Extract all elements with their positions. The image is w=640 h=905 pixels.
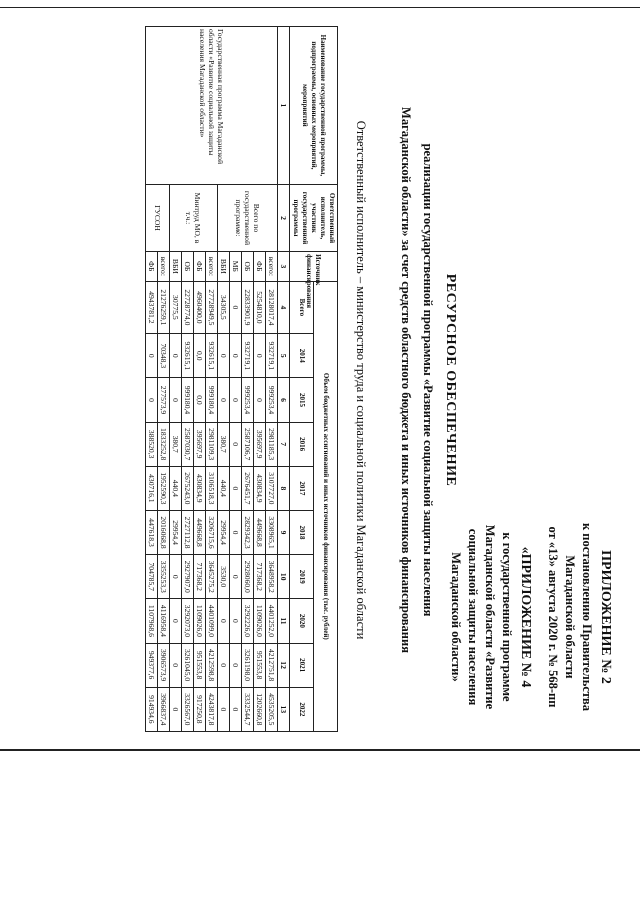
value-cell: 0 — [230, 643, 242, 687]
value-cell: 717368,2 — [194, 555, 206, 599]
value-cell: 0,0 — [194, 334, 206, 378]
value-cell: 949377,6 — [146, 643, 158, 687]
value-cell: 0 — [170, 334, 182, 378]
value-cell: 3645275,2 — [206, 555, 218, 599]
header-year: 2017 — [290, 466, 314, 510]
value-cell: 2675243,0 — [182, 466, 194, 510]
value-cell: 0 — [230, 510, 242, 554]
value-cell: 4401252,0 — [266, 599, 278, 643]
header-year: 2020 — [290, 599, 314, 643]
value-cell: 2927907,0 — [182, 555, 194, 599]
value-cell: 0 — [230, 281, 242, 334]
column-index: 11 — [278, 599, 290, 643]
column-index: 9 — [278, 510, 290, 554]
value-cell: 0 — [146, 378, 158, 422]
column-index: 7 — [278, 422, 290, 466]
appendix-subtitle: «ПРИЛОЖЕНИЕ № 4 — [518, 546, 533, 688]
value-cell: 3261198,0 — [242, 643, 254, 687]
source-cell: МБ — [230, 252, 242, 281]
column-index: 12 — [278, 643, 290, 687]
value-cell: 0 — [170, 378, 182, 422]
value-cell: 0 — [230, 599, 242, 643]
value-cell: 2981185,3 — [266, 422, 278, 466]
value-cell: 951553,8 — [254, 643, 266, 687]
value-cell: 3332544,7 — [242, 687, 254, 731]
value-cell: 395697,9 — [194, 422, 206, 466]
value-cell: 0 — [254, 378, 266, 422]
value-cell: 3206715,6 — [206, 510, 218, 554]
source-cell: ВБИ — [218, 252, 230, 281]
value-cell: 3648958,2 — [266, 555, 278, 599]
value-cell: 27728949,5 — [206, 281, 218, 334]
value-cell: 4243817,8 — [206, 687, 218, 731]
value-cell: 999253,4 — [266, 378, 278, 422]
column-index: 1 — [278, 27, 290, 185]
value-cell: 2928060,0 — [242, 555, 254, 599]
value-cell: 449668,8 — [194, 510, 206, 554]
appendix-line: Магаданской области — [563, 555, 577, 679]
header-volume: Объем бюджетных ассигнований и иных источников финансирования (тыс. рублей) — [314, 281, 338, 731]
value-cell: 449668,8 — [254, 510, 266, 554]
document-subtitle: Магаданской области» за счет средств областного бюджета и иных источников финансирования — [399, 107, 413, 653]
value-cell: 1109026,0 — [254, 599, 266, 643]
value-cell: 2727112,8 — [182, 510, 194, 554]
executor-cell: Минтруд МО, в т.ч.: — [170, 184, 218, 251]
value-cell: 3308965,1 — [266, 510, 278, 554]
value-cell: 3530,0 — [218, 555, 230, 599]
appendix-line: к постановлению Правительства — [580, 522, 594, 712]
value-cell: 30775,5 — [170, 281, 182, 334]
document-title: РЕСУРСНОЕ ОБЕСПЕЧЕНИЕ — [443, 273, 458, 487]
header-executor: Ответственный исполнитель, участник государственной программы — [290, 184, 338, 251]
value-cell: 430834,9 — [194, 466, 206, 510]
appendix-subline: Магаданской области «Развитие — [483, 524, 497, 710]
value-cell: 932719,1 — [266, 334, 278, 378]
value-cell: 2829342,3 — [242, 510, 254, 554]
document-titles — [398, 40, 458, 720]
value-cell: 2981109,3 — [206, 422, 218, 466]
value-cell: 914934,6 — [146, 687, 158, 731]
value-cell: 0,0 — [194, 378, 206, 422]
value-cell: 3906573,9 — [158, 643, 170, 687]
value-cell: 704785,7 — [146, 555, 158, 599]
header-year: 2014 — [290, 334, 314, 378]
executor-cell: ГУСОН — [146, 184, 170, 251]
value-cell: 21276259,1 — [158, 281, 170, 334]
value-cell: 0 — [218, 334, 230, 378]
value-cell: 277573,9 — [158, 378, 170, 422]
value-cell: 0 — [218, 643, 230, 687]
value-cell: 3261045,0 — [182, 643, 194, 687]
column-index: 10 — [278, 555, 290, 599]
value-cell: 0 — [230, 334, 242, 378]
header-year: 2022 — [290, 687, 314, 731]
value-cell: 4943781,2 — [146, 281, 158, 334]
source-cell: всего: — [266, 252, 278, 281]
value-cell: 917250,8 — [194, 687, 206, 731]
value-cell: 28128017,4 — [266, 281, 278, 334]
source-cell: ВБИ — [170, 252, 182, 281]
value-cell: 1109026,0 — [194, 599, 206, 643]
column-index: 6 — [278, 378, 290, 422]
header-name: Наименование государственной программы, подпрограммы, основных мероприятий, мероприятий — [290, 27, 338, 185]
value-cell: 3966837,4 — [158, 687, 170, 731]
value-cell: 4960400,0 — [194, 281, 206, 334]
source-cell: ОБ — [242, 252, 254, 281]
value-cell: 22728774,0 — [182, 281, 194, 334]
value-cell: 0 — [170, 687, 182, 731]
value-cell: 380,7 — [170, 422, 182, 466]
value-cell: 430716,1 — [146, 466, 158, 510]
value-cell: 395697,9 — [254, 422, 266, 466]
header-year: 2018 — [290, 510, 314, 554]
value-cell: 3107727,0 — [266, 466, 278, 510]
value-cell: 0 — [170, 599, 182, 643]
value-cell: 5254810,0 — [254, 281, 266, 334]
appendix-block — [447, 502, 614, 732]
value-cell: 4535205,5 — [266, 687, 278, 731]
rotated-page — [20, 20, 620, 740]
source-cell: ОБ — [182, 252, 194, 281]
value-cell: 932615,1 — [206, 334, 218, 378]
header-total: Всего — [290, 281, 314, 334]
value-cell: 4212751,8 — [266, 643, 278, 687]
value-cell: 1202660,8 — [254, 687, 266, 731]
value-cell: 999253,4 — [242, 378, 254, 422]
value-cell: 4401099,0 — [206, 599, 218, 643]
value-cell: 1107968,6 — [146, 599, 158, 643]
value-cell: 0 — [230, 422, 242, 466]
column-index: 13 — [278, 687, 290, 731]
table-row — [266, 27, 278, 732]
value-cell: 2587106,7 — [242, 422, 254, 466]
header-year: 2021 — [290, 643, 314, 687]
header-year: 2015 — [290, 378, 314, 422]
value-cell: 440,4 — [170, 466, 182, 510]
value-cell: 430834,9 — [254, 466, 266, 510]
value-cell: 29954,4 — [218, 510, 230, 554]
executor-cell: Всего по государственной программе: — [218, 184, 278, 251]
value-cell: 2016068,8 — [158, 510, 170, 554]
appendix-subline: к государственной программе — [500, 532, 514, 702]
bottom-rule — [0, 749, 640, 751]
value-cell: 1952590,3 — [158, 466, 170, 510]
column-index: 3 — [278, 252, 290, 281]
value-cell: 0 — [170, 643, 182, 687]
value-cell: 2587030,7 — [182, 422, 194, 466]
column-index-row — [278, 27, 290, 732]
appendix-line: от «13» августа 2020 г. № 568-пп — [546, 526, 560, 708]
value-cell: 3292226,0 — [242, 599, 254, 643]
value-cell: 1833252,8 — [158, 422, 170, 466]
value-cell: 932615,1 — [182, 334, 194, 378]
value-cell: 0 — [254, 334, 266, 378]
value-cell: 70348,3 — [158, 334, 170, 378]
value-cell: 440,4 — [218, 466, 230, 510]
document-subtitle: реализации государственной программы «Развитие социальной защиты населения — [421, 143, 435, 617]
value-cell: 0 — [218, 378, 230, 422]
value-cell: 3106518,3 — [206, 466, 218, 510]
header-source: Источник финансирования — [290, 252, 338, 281]
value-cell: 29954,4 — [170, 510, 182, 554]
appendix-title: ПРИЛОЖЕНИЕ № 2 — [598, 550, 613, 684]
header-year: 2019 — [290, 555, 314, 599]
responsible-executor: Ответственный исполнитель – министерство труда и социальной политики Магаданской области — [354, 120, 368, 640]
value-cell: 0 — [146, 334, 158, 378]
value-cell: 0 — [230, 466, 242, 510]
value-cell: 0 — [230, 555, 242, 599]
value-cell: 4212598,8 — [206, 643, 218, 687]
value-cell: 0 — [230, 378, 242, 422]
value-cell: 3355253,3 — [158, 555, 170, 599]
source-cell: ФБ — [194, 252, 206, 281]
top-rule — [0, 7, 640, 8]
value-cell: 717368,2 — [254, 555, 266, 599]
value-cell: 3326567,0 — [182, 687, 194, 731]
appendix-subline: социальной защиты населения — [466, 528, 480, 706]
source-cell: всего: — [158, 252, 170, 281]
appendix-subline: Магаданской области» — [449, 552, 463, 682]
value-cell: 2676451,7 — [242, 466, 254, 510]
column-index: 4 — [278, 281, 290, 334]
source-cell: всего: — [206, 252, 218, 281]
value-cell: 0 — [218, 687, 230, 731]
value-cell: 447618,3 — [146, 510, 158, 554]
value-cell: 3292073,0 — [182, 599, 194, 643]
value-cell: 4116958,4 — [158, 599, 170, 643]
header-year: 2016 — [290, 422, 314, 466]
source-cell: ФБ — [254, 252, 266, 281]
resource-table — [145, 26, 338, 732]
value-cell: 34305,5 — [218, 281, 230, 334]
source-cell: ФБ — [146, 252, 158, 281]
column-index: 8 — [278, 466, 290, 510]
column-index: 2 — [278, 184, 290, 251]
value-cell: 0 — [230, 687, 242, 731]
value-cell: 0 — [218, 599, 230, 643]
value-cell: 22833901,9 — [242, 281, 254, 334]
value-cell: 999180,4 — [206, 378, 218, 422]
value-cell: 999180,4 — [182, 378, 194, 422]
value-cell: 932719,1 — [242, 334, 254, 378]
value-cell: 380,7 — [218, 422, 230, 466]
value-cell: 388520,3 — [146, 422, 158, 466]
value-cell: 0 — [170, 555, 182, 599]
column-index: 5 — [278, 334, 290, 378]
program-name-cell: Государственная программа Магаданской области «Развитие социальной защиты населения Магаданской области» — [146, 27, 278, 185]
value-cell: 951553,8 — [194, 643, 206, 687]
